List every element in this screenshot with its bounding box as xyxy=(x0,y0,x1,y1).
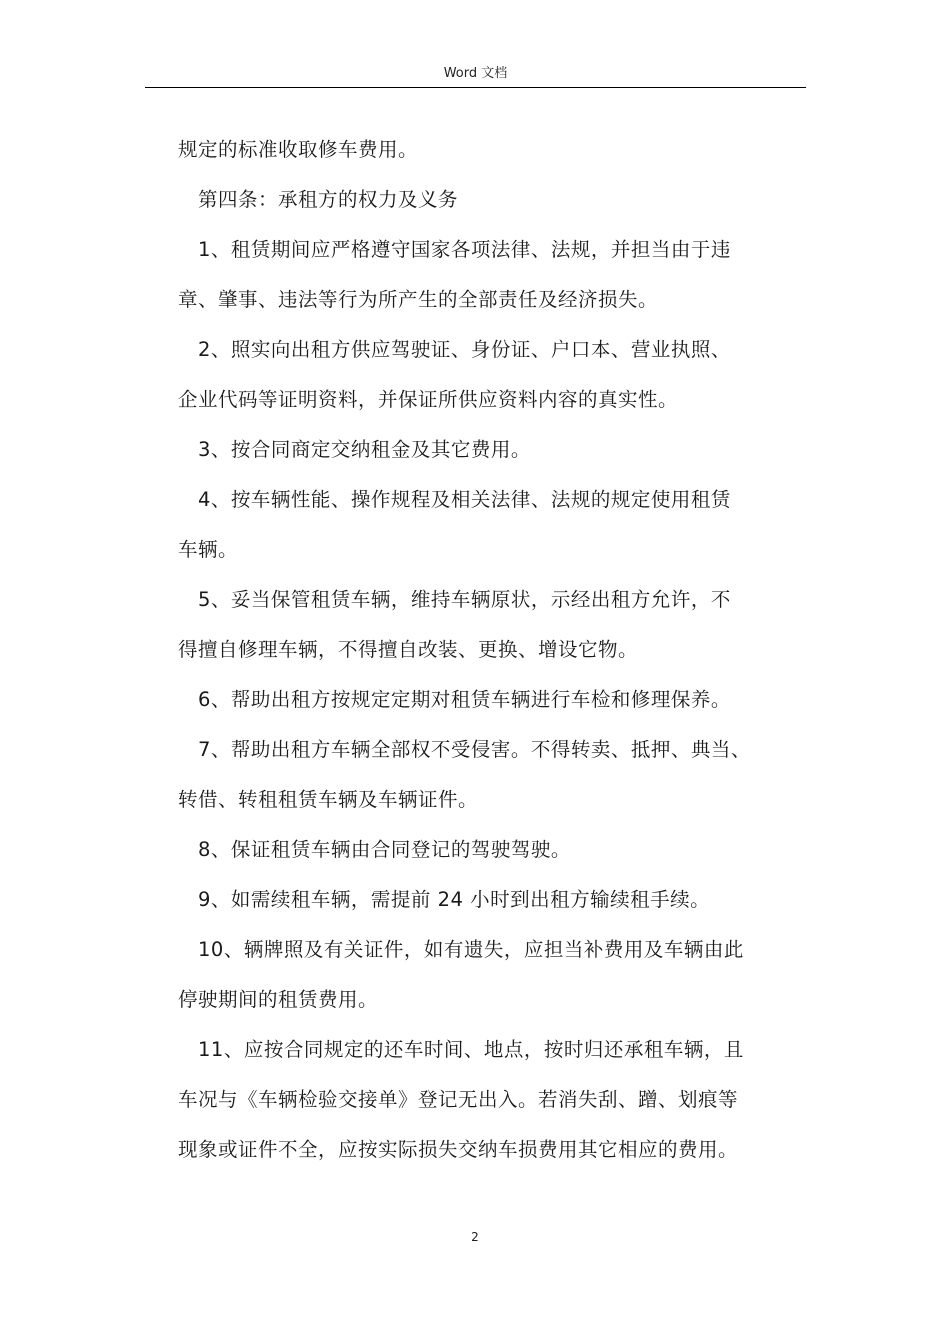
text-line: 停驶期间的租赁费用。 xyxy=(178,988,379,1011)
text-line: 10、辆牌照及有关证件，如有遗失，应担当补费用及车辆由此 xyxy=(198,938,744,961)
text-line: 8、保证租赁车辆由合同登记的驾驶驾驶。 xyxy=(198,838,571,861)
text-line: 转借、转租租赁车辆及车辆证件。 xyxy=(178,788,479,811)
text-line: 5、妥当保管租赁车辆，维持车辆原状，示经出租方允许，不 xyxy=(198,588,731,611)
text-line: 车辆。 xyxy=(178,538,239,561)
text-line: 车况与《车辆检验交接单》登记无出入。若消失刮、蹭、划痕等 xyxy=(178,1088,739,1111)
text-line: 1、租赁期间应严格遵守国家各项法律、法规，并担当由于违 xyxy=(198,238,731,261)
document-body xyxy=(178,125,808,1175)
text-line: 企业代码等证明资料，并保证所供应资料内容的真实性。 xyxy=(178,388,679,411)
section-heading: 第四条：承租方的权力及义务 xyxy=(198,188,459,211)
text-line: 7、帮助出租方车辆全部权不受侵害。不得转卖、抵押、典当、 xyxy=(198,738,751,761)
text-line: 4、按车辆性能、操作规程及相关法律、法规的规定使用租赁 xyxy=(198,488,731,511)
text-line: 得擅自修理车辆，不得擅自改装、更换、增设它物。 xyxy=(178,638,639,661)
text-line: 6、帮助出租方按规定定期对租赁车辆进行车检和修理保养。 xyxy=(198,688,731,711)
text-line: 规定的标准收取修车费用。 xyxy=(178,138,419,161)
text-line: 现象或证件不全，应按实际损失交纳车损费用其它相应的费用。 xyxy=(178,1138,739,1161)
text-line: 11、应按合同规定的还车时间、地点，按时归还承租车辆，且 xyxy=(198,1038,744,1061)
text-line: 2、照实向出租方供应驾驶证、身份证、户口本、营业执照、 xyxy=(198,338,731,361)
text-line: 9、如需续租车辆，需提前 24 小时到出租方输续租手续。 xyxy=(198,888,711,911)
text-line: 3、按合同商定交纳租金及其它费用。 xyxy=(198,438,531,461)
page-number: 2 xyxy=(471,1230,479,1244)
text-line: 章、肇事、违法等行为所产生的全部责任及经济损失。 xyxy=(178,288,659,311)
page-header: Word 文档 xyxy=(443,66,508,81)
header-rule xyxy=(145,87,806,88)
